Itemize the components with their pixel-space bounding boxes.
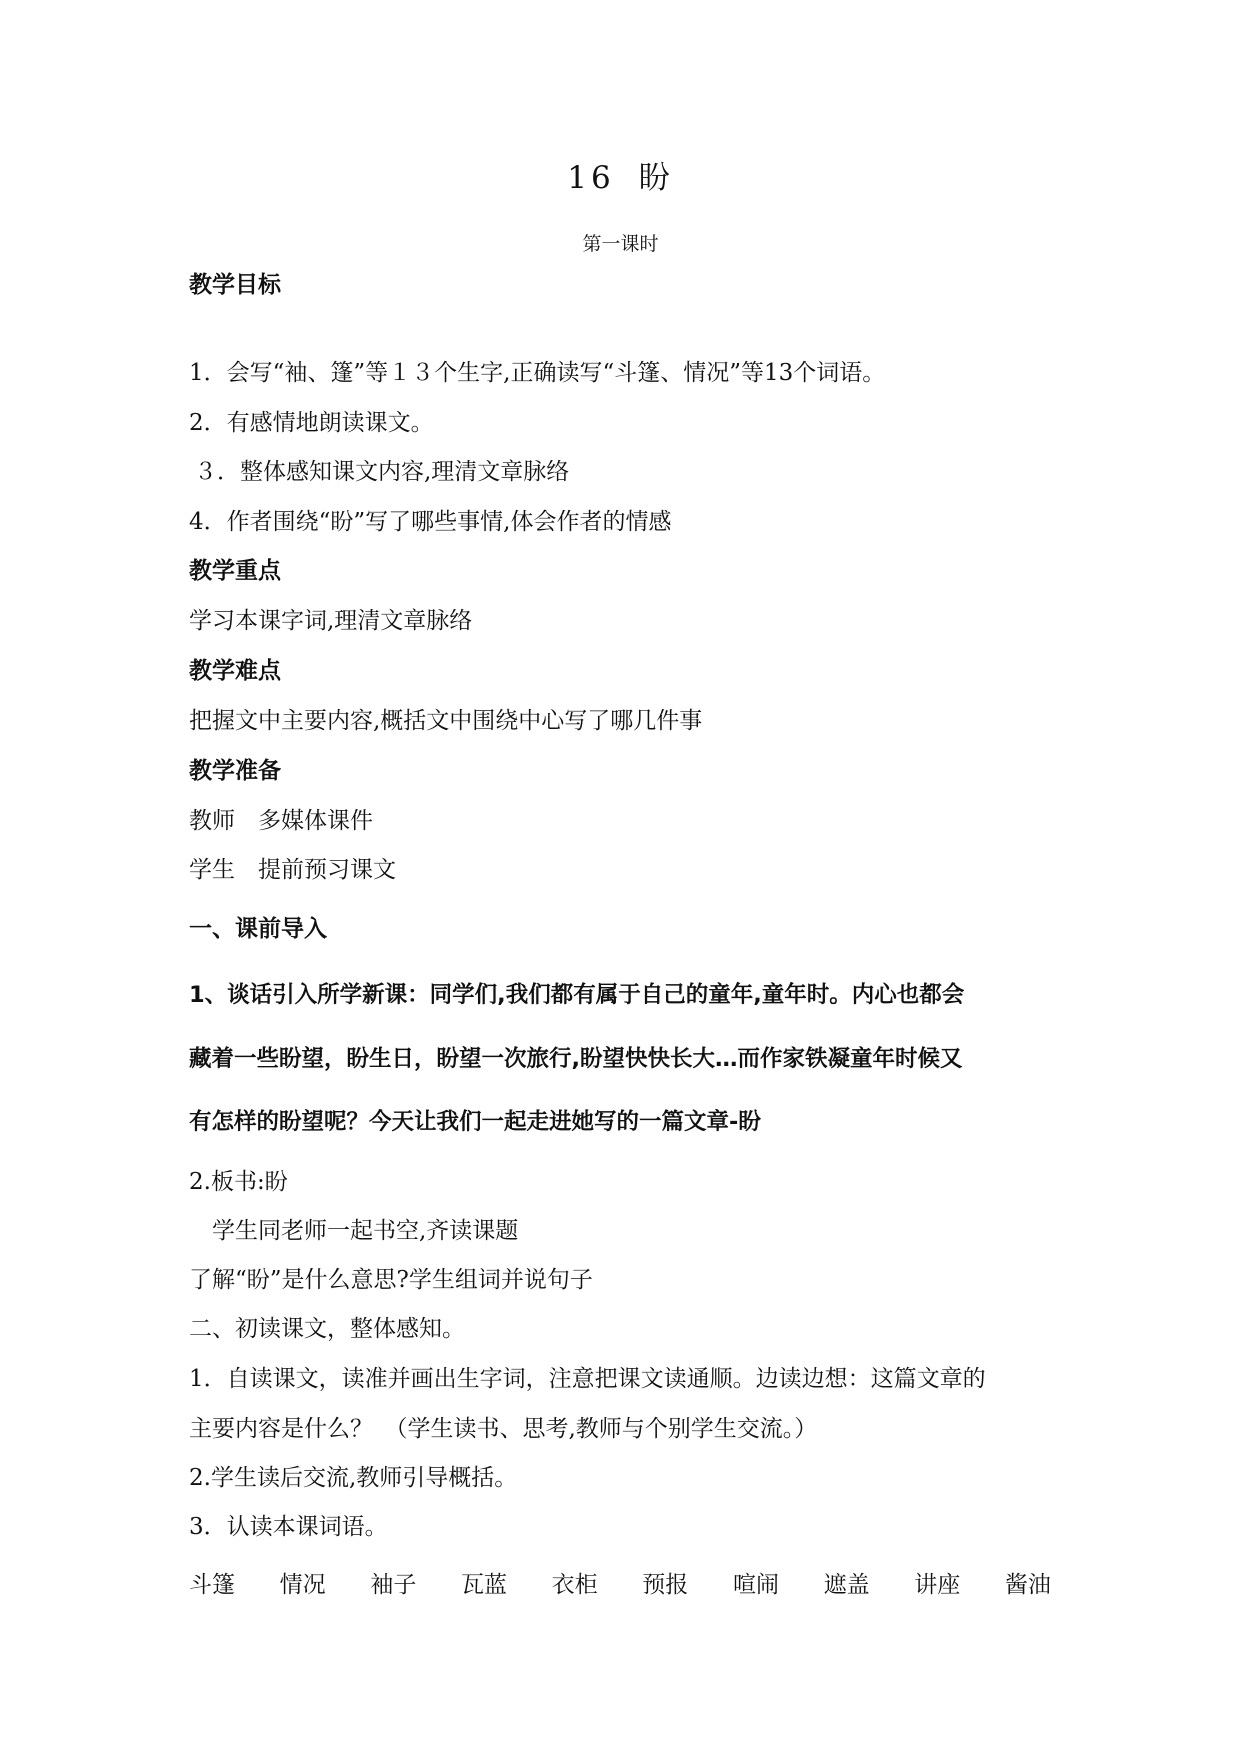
vocab-word: 酱油 xyxy=(1004,1572,1051,1598)
vocab-word: 预报 xyxy=(642,1572,689,1598)
vocab-word: 情况 xyxy=(279,1572,326,1598)
lesson-number: 16 xyxy=(567,160,615,196)
difficulties-text: 把握文中主要内容,概括文中围绕中心写了哪几件事 xyxy=(189,708,703,734)
vocab-word: 讲座 xyxy=(914,1572,961,1598)
objective-item: 2．有感情地朗读课文。 xyxy=(189,410,434,436)
intro-paragraph-line: 藏着一些盼望，盼生日，盼望一次旅行,盼望快快长大…而作家铁凝童年时候又 xyxy=(189,1046,963,1072)
objectives-heading: 教学目标 xyxy=(189,272,281,298)
objective-item: 1．会写“袖、篷”等１３个生字,正确读写“斗篷、情况”等13个词语。 xyxy=(189,360,886,386)
vocab-word: 喧闹 xyxy=(732,1572,779,1598)
objective-item: 4．作者围绕“盼”写了哪些事情,体会作者的情感 xyxy=(189,509,672,535)
vocab-word: 瓦蓝 xyxy=(460,1572,507,1598)
vocab-word: 袖子 xyxy=(370,1572,417,1598)
step1-line: 1．自读课文，读准并画出生字词，注意把课文读通顺。边读边想：这篇文章的 xyxy=(189,1366,986,1392)
section1-heading: 一、课前导入 xyxy=(189,916,327,942)
board-note: 2.板书:盼 xyxy=(189,1169,288,1195)
vocab-word: 斗篷 xyxy=(189,1572,235,1598)
read-title-note: 学生同老师一起书空,齐读课题 xyxy=(189,1218,519,1244)
step3-text: 3．认读本课词语。 xyxy=(189,1514,388,1540)
preparation-heading: 教学准备 xyxy=(189,758,281,784)
key-points-heading: 教学重点 xyxy=(189,558,281,584)
lesson-title xyxy=(0,160,1241,196)
preparation-teacher: 教师 多媒体课件 xyxy=(189,808,373,834)
key-points-text: 学习本课字词,理清文章脉络 xyxy=(189,608,473,634)
meaning-note: 了解“盼”是什么意思?学生组词并说句子 xyxy=(189,1267,593,1293)
preparation-student: 学生 提前预习课文 xyxy=(189,857,396,883)
intro-paragraph-line: 1、谈话引入所学新课：同学们,我们都有属于自己的童年,童年时。内心也都会 xyxy=(189,982,965,1008)
vocab-word: 遮盖 xyxy=(823,1572,870,1598)
objective-item: ３．整体感知课文内容,理清文章脉络 xyxy=(194,459,570,485)
step2-text: 2.学生读后交流,教师引导概括。 xyxy=(189,1465,518,1491)
difficulties-heading: 教学难点 xyxy=(189,658,281,684)
vocab-list xyxy=(189,1566,1051,1599)
step1-line: 主要内容是什么？ （学生读书、思考,教师与个别学生交流。） xyxy=(189,1416,818,1442)
vocab-word: 衣柜 xyxy=(551,1572,598,1598)
intro-paragraph-line: 有怎样的盼望呢？今天让我们一起走进她写的一篇文章-盼 xyxy=(189,1109,761,1135)
section2-heading: 二、初读课文，整体感知。 xyxy=(189,1316,465,1342)
session-label: 第一课时 xyxy=(582,233,659,255)
lesson-name: 盼 xyxy=(638,160,674,196)
